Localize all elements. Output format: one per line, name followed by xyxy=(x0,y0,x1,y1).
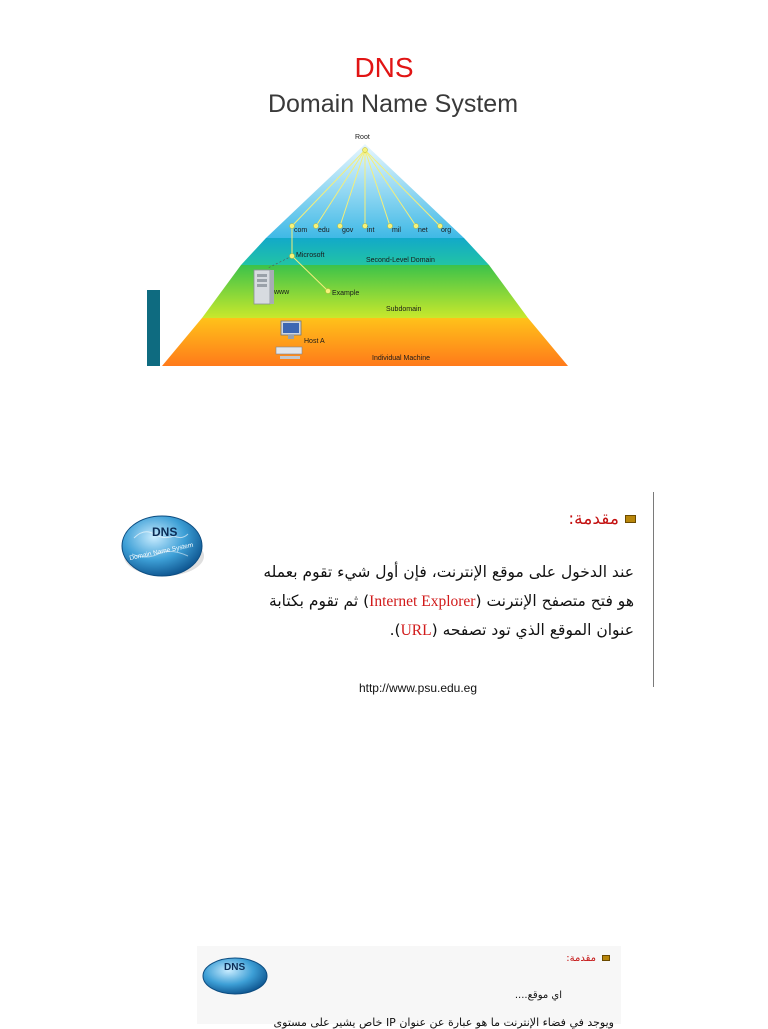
second-level-layer xyxy=(241,238,489,265)
subdomain-layer-label: Subdomain xyxy=(386,306,422,313)
server-icon xyxy=(254,270,274,304)
intro-line: عند الدخول على موقع الإنترنت، فإن أول شيء تقوم بعمله xyxy=(263,563,634,581)
machine-layer-label: Individual Machine xyxy=(372,355,430,362)
dns-globe-logo xyxy=(118,508,210,584)
logo-text: DNS xyxy=(152,525,178,539)
logo-text: DNS xyxy=(224,962,246,973)
side-bar xyxy=(147,290,160,366)
bullet-icon xyxy=(625,515,636,523)
tld-label: int xyxy=(367,227,375,234)
second-level-label: Microsoft xyxy=(296,252,325,259)
example-label: Example xyxy=(332,290,360,297)
tld-label: com xyxy=(294,227,308,234)
next-line: اي موقع.... xyxy=(514,990,562,1001)
next-heading: مقدمة: xyxy=(480,953,610,964)
slide-border xyxy=(653,492,654,687)
root-node xyxy=(363,148,368,153)
tld-label: edu xyxy=(318,227,330,234)
dns-hierarchy-pyramid xyxy=(140,128,580,370)
logo-subtext: Domain Name System xyxy=(128,541,194,563)
host-label: Host A xyxy=(304,338,325,345)
tld-label: org xyxy=(441,227,452,234)
bullet-icon xyxy=(602,955,610,961)
intro-line: هو فتح متصفح الإنترنت (Internet Explorer) ثم تقوم بكتابة xyxy=(269,592,634,610)
root-label: Root xyxy=(355,134,370,141)
intro-paragraph xyxy=(238,558,634,645)
machine-layer xyxy=(162,318,568,366)
tld-label: net xyxy=(418,227,428,234)
example-url[interactable]: http://www.psu.edu.eg xyxy=(358,681,478,695)
second-level-layer-label: Second-Level Domain xyxy=(366,257,435,264)
intro-line: عنوان الموقع الذي تود تصفحه (URL). xyxy=(389,621,634,639)
dns-globe-logo-small xyxy=(200,950,270,998)
slide-title: DNS xyxy=(354,52,414,83)
intro-heading: مقدمة: xyxy=(440,509,636,529)
tld-label: mil xyxy=(392,227,401,234)
subdomain-layer xyxy=(202,265,528,318)
next-line: ويوجد في فضاء الإنترنت ما هو عبارة عن عنوان IP خاص يشير على مستوى xyxy=(273,1016,614,1029)
www-label: www xyxy=(274,289,290,296)
slide-subtitle: Domain Name System xyxy=(267,90,519,118)
tld-label: gov xyxy=(342,227,354,234)
